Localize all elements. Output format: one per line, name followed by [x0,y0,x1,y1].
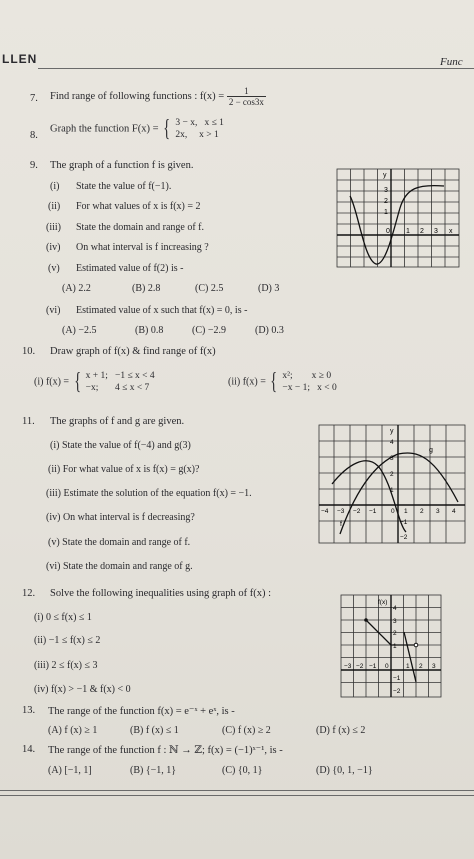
brand-logo: LLEN [2,52,38,66]
q9-graph [336,168,460,268]
q12-fx-label: f(x) [378,599,388,606]
q10-ii-case1: x²; [282,371,293,381]
q10-i-case2: −x; [85,383,99,393]
q11-item-ii: (ii) For what value of x is f(x) = g(x)? [48,464,200,475]
q7-numerator: 1 [227,86,266,97]
q8-cond1: x ≤ 1 [204,118,224,128]
q13-text: The range of the function f(x) = e⁻ˣ + eˣ, is - [48,706,235,717]
q9-tick-y1: 1 [384,209,388,216]
q9-number: 9. [30,160,38,171]
q12-tick-y2: 2 [393,630,397,637]
q10-ii-brace: { [270,369,278,395]
q10-part-i [34,370,155,394]
q9-v-opt-a: (A) 2.2 [62,283,91,294]
q8-case1: 3 − x, [175,118,198,128]
q11-tick-y4: 4 [390,439,394,446]
q11-item-i: (i) State the value of f(−4) and g(3) [50,440,191,451]
q9-tick-x0: 0 [386,228,390,235]
q12-text: Solve the following inequalities using graph of f(x) : [50,588,272,599]
header-rule [38,68,474,69]
q11-item-vi: (vi) State the domain and range of g. [46,561,193,572]
q9-vi-opt-c: (C) −2.9 [192,325,226,336]
q9-grid [337,169,459,267]
q12-item-ii: (ii) −1 ≤ f(x) ≤ 2 [34,635,101,646]
q11-tick-ym2: −2 [400,534,408,541]
q9-vi-opt-d: (D) 0.3 [255,325,284,336]
q12-tick-y4: 4 [393,605,397,612]
q11-tick-x1: 1 [404,508,408,515]
q14-number: 14. [22,744,36,755]
q11-f-label: f [340,521,342,528]
q12-graph [340,594,442,698]
q9-vi-label: (vi) [46,305,61,316]
q12-point-start [364,618,368,622]
q12-segment-3 [404,632,416,682]
q9-tick-y2: 2 [384,198,388,205]
q11-graph [318,424,466,544]
q10-i-case1: x + 1; [85,371,108,381]
q12-tick-y1: 1 [393,643,397,650]
q11-text: The graphs of f and g are given. [50,416,185,427]
q11-g-label: g [429,447,433,454]
q11-item-iv: (iv) On what interval is f decreasing? [46,512,195,523]
q11-tick-y3: 3 [390,455,394,462]
footer-rule-1 [0,790,474,791]
q9-tick-x1: 1 [406,228,410,235]
q12-tick-x2: 2 [419,663,423,670]
q8-case2: 2x, [175,130,188,140]
q12-tick-x0: 0 [385,663,389,670]
q12-tick-xm2: −2 [356,663,364,670]
q7-stem: Find range of following functions : f(x) = [50,90,225,102]
q9-i-text: State the value of f(−1). [76,181,172,192]
q9-v-opt-b: (B) 2.8 [132,283,161,294]
q7-denominator: 2 − cos3x [228,97,264,107]
q14-opt-d: (D) {0, 1, −1} [316,765,373,776]
q9-v-opt-d: (D) 3 [258,283,280,294]
q14-opt-b: (B) {−1, 1} [130,765,177,776]
q13-opt-b: (B) f (x) ≤ 1 [130,725,179,736]
q9-tick-x3: 3 [434,228,438,235]
q12-tick-xm1: −1 [369,663,377,670]
q9-iii-text: State the domain and range of f. [76,222,205,233]
q11-tick-xm3: −3 [337,508,345,515]
q9-vi-opt-b: (B) 0.8 [135,325,164,336]
q11-item-v: (v) State the domain and range of f. [48,537,191,548]
q13-opt-a: (A) f (x) ≥ 1 [48,725,98,736]
q11-tick-x2: 2 [420,508,424,515]
q8-brace: { [163,116,171,142]
q8-stem: Graph the function F(x) = [50,123,159,135]
q10-ii-cond1: x ≥ 0 [311,371,332,381]
q13-opt-c: (C) f (x) ≥ 2 [222,725,271,736]
q10-i-label: (i) f(x) = [34,376,70,388]
q11-tick-y2: 2 [390,471,394,478]
q9-iv-text: On what interval is f increasing ? [76,242,209,253]
q9-v-label: (v) [48,263,60,274]
q9-ii-text: For what values of x is f(x) = 2 [76,201,201,212]
q10-ii-label: (ii) f(x) = [228,376,266,388]
q10-i-cond1: −1 ≤ x < 4 [114,371,155,381]
q10-i-brace: { [73,369,81,395]
q11-tick-xm4: −4 [321,508,329,515]
q8-cases [175,117,224,141]
q9-iv-label: (iv) [46,242,61,253]
q11-number: 11. [22,416,35,427]
q14-text: The range of the function f : ℕ → ℤ; f(x) = (−1)ˣ⁻¹, is - [48,745,283,756]
q10-number: 10. [22,346,36,357]
q11-tick-xm1: −1 [369,508,377,515]
q11-tick-xm2: −2 [353,508,361,515]
q12-tick-y3: 3 [393,618,397,625]
q8-text [50,117,224,141]
q11-tick-x4: 4 [452,508,456,515]
q10-ii-cond2: x < 0 [317,383,337,393]
q12-tick-x3: 3 [432,663,436,670]
q9-v-text: Estimated value of f(2) is - [76,263,184,274]
q9-vi-text: Estimated value of x such that f(x) = 0, is - [76,305,248,316]
q10-ii-case2: −x − 1; [282,383,310,393]
q11-item-iii: (iii) Estimate the solution of the equation f(x) = −1. [46,488,252,499]
q10-part-ii [228,370,337,394]
q12-point-open [414,643,418,647]
q10-i-cond2: 4 ≤ x < 7 [114,383,150,393]
q12-item-iii: (iii) 2 ≤ f(x) ≤ 3 [34,660,98,671]
q7-fraction [227,86,266,107]
q11-tick-x0: 0 [391,508,395,515]
q11-tick-x3: 3 [436,508,440,515]
q9-tick-y3: 3 [384,187,388,194]
q12-tick-ym2: −2 [393,688,401,695]
q9-x-label: x [449,228,453,235]
q9-tick-x2: 2 [420,228,424,235]
chapter-title: Func [440,56,463,68]
q11-tick-ym1: −1 [400,519,408,526]
q8-number: 8. [30,130,38,141]
q13-number: 13. [22,705,36,716]
q10-i-cases [86,370,155,394]
q8-cond2: x > 1 [199,130,219,140]
q9-iii-label: (iii) [46,222,61,233]
q10-text: Draw graph of f(x) & find range of f(x) [50,346,216,357]
q9-y-label: y [383,172,387,179]
q10-ii-cases [282,370,336,394]
q12-item-iv: (iv) f(x) > −1 & f(x) < 0 [34,684,131,695]
q7-text [50,86,266,107]
q9-v-opt-c: (C) 2.5 [195,283,224,294]
q12-number: 12. [22,588,36,599]
q9-i-label: (i) [50,181,60,192]
q12-tick-ym1: −1 [393,675,401,682]
q11-tick-y1: 1 [390,487,394,494]
q9-text: The graph of a function f is given. [50,160,194,171]
q14-opt-c: (C) {0, 1} [222,765,263,776]
q13-opt-d: (D) f (x) ≤ 2 [316,725,366,736]
q11-y-label: y [390,428,394,435]
q14-opt-a: (A) [−1, 1] [48,765,92,776]
q7-number: 7. [30,93,38,104]
q12-tick-x1: 1 [406,663,410,670]
q9-vi-opt-a: (A) −2.5 [62,325,97,336]
q12-item-i: (i) 0 ≤ f(x) ≤ 1 [34,612,92,623]
q12-tick-xm3: −3 [344,663,352,670]
q11-curve-g [340,453,458,534]
footer-rule-2 [0,795,474,796]
q9-ii-label: (ii) [48,201,61,212]
